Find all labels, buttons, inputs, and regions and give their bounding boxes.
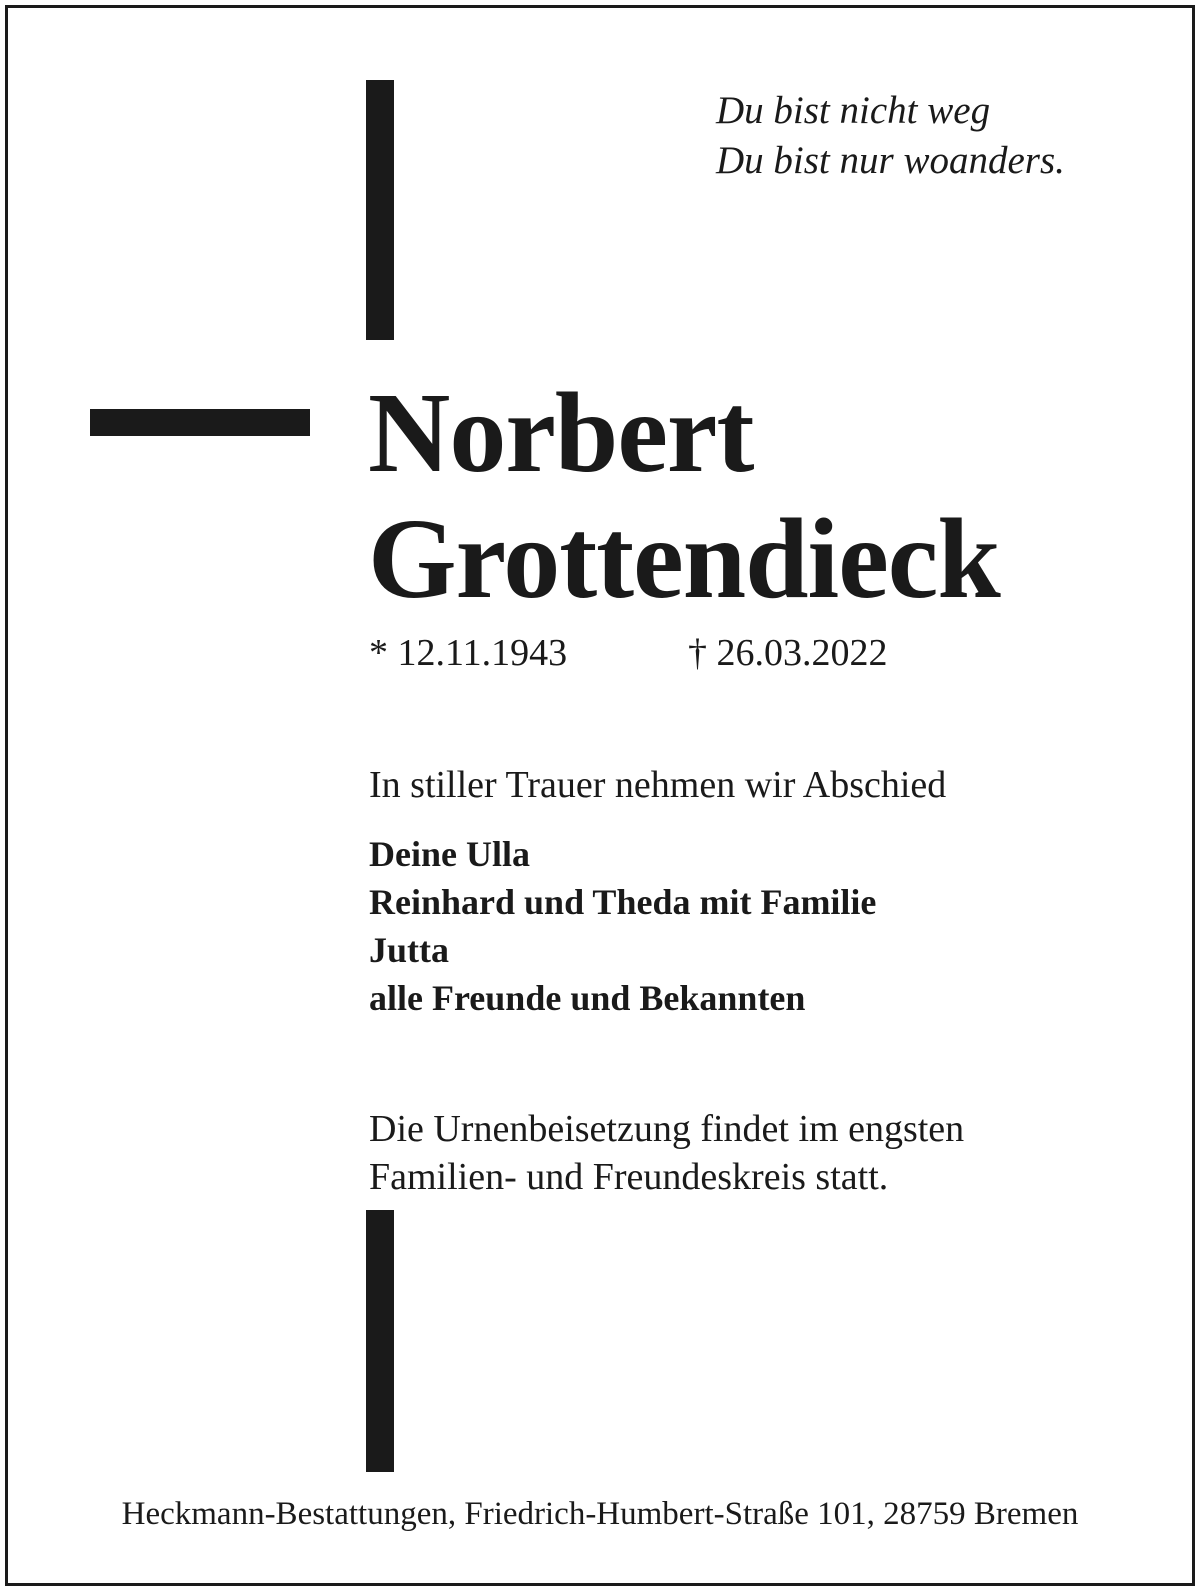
deceased-last-name: Grottendieck bbox=[368, 495, 1000, 622]
burial-line-1: Die Urnenbeisetzung findet im engsten bbox=[369, 1108, 965, 1150]
deceased-first-name: Norbert bbox=[368, 369, 754, 496]
mourner-name: Jutta bbox=[369, 930, 449, 970]
cross-bottom-bar bbox=[366, 1210, 394, 1472]
quote-line-2: Du bist nur woanders. bbox=[716, 139, 1065, 182]
quote-line-1: Du bist nicht weg bbox=[716, 89, 991, 132]
burial-line-2: Familien- und Freundeskreis statt. bbox=[369, 1156, 889, 1198]
funeral-home-address: Heckmann-Bestattungen, Friedrich-Humbert-Straße 101, 28759 Bremen bbox=[121, 1496, 1079, 1532]
memorial-quote bbox=[716, 86, 1065, 186]
birth-date: * 12.11.1943 bbox=[369, 632, 568, 674]
death-date: † 26.03.2022 bbox=[688, 632, 888, 674]
farewell-intro: In stiller Trauer nehmen wir Abschied bbox=[369, 764, 947, 806]
cross-left-bar bbox=[90, 409, 310, 436]
mourner-name: Reinhard und Theda mit Familie bbox=[369, 882, 877, 922]
cross-top-bar bbox=[366, 80, 394, 340]
mourner-name: Deine Ulla bbox=[369, 834, 530, 874]
mourner-name: alle Freunde und Bekannten bbox=[369, 978, 806, 1018]
mourners-list bbox=[369, 830, 876, 1022]
burial-notice bbox=[369, 1105, 964, 1201]
